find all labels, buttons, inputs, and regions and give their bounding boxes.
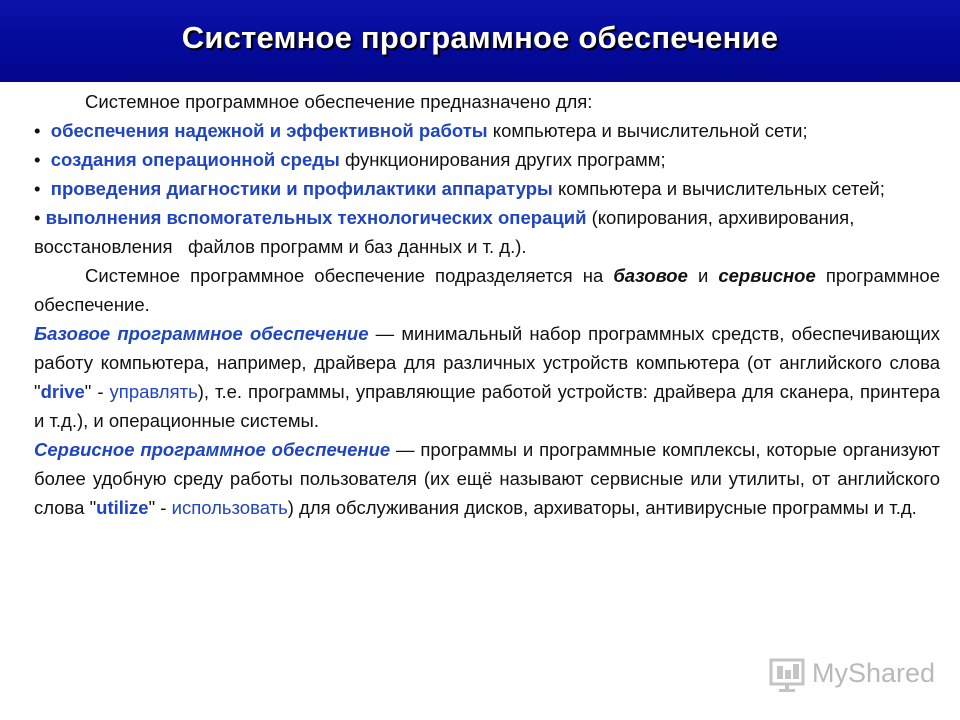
bullet-text: компьютера и вычислительной сети; [487,120,808,141]
bullet-marker: • [34,149,41,170]
english-word-drive: drive [40,381,85,402]
division-text-1: Системное программное обеспечение подразделяется на [85,265,614,286]
bullet-text: компьютера и вычислительных сетей; [552,178,885,199]
bullet-item-3 [34,174,940,203]
basic-software-text-1: — минимальный набор программных средств, обеспечивающих работу компьютера, например, драйвера для различных устройств компьютера (от английского слова " [34,323,940,402]
bullet-text: (копирования, архивирования, восстановления файлов программ и баз данных и т. д.). [34,207,875,257]
watermark-brand: MyShared [812,658,936,688]
translation-word: использовать [171,497,288,518]
service-term-inline: сервисное [718,265,816,286]
division-text-3: программное обеспечение. [34,265,940,315]
intro-text: Системное программное обеспечение предназначено для: [85,91,593,112]
presentation-logo-icon [768,655,808,693]
service-software-term: Сервисное программное обеспечение [34,439,391,460]
slide-body [34,87,940,522]
bullet-text: функционирования других программ; [339,149,666,170]
slide-title: Системное программное обеспечение [181,20,779,55]
bullet-marker: • [34,178,41,199]
quote-close: " - [84,381,110,402]
english-word-utilize: utilize [96,497,149,518]
bullet-item-1 [34,116,940,145]
quote-close: " - [148,497,172,518]
basic-term-inline: базовое [613,265,688,286]
intro-paragraph [34,87,940,116]
division-paragraph [34,261,940,319]
service-software-text-2: ) для обслуживания дисков, архиваторы, антивирусные программы и т.д. [287,497,917,518]
bullet-marker: • [34,207,41,228]
bullet-marker: • [34,120,41,141]
basic-software-text-2: ), т.е. программы, управляющие работой устройств: драйвера для сканера, принтера и т.д.), и операционные системы. [34,381,940,431]
service-software-paragraph [34,435,940,522]
bullet-item-2 [34,145,940,174]
bullet-highlight: проведения диагностики и профилактики аппаратуры [50,178,553,199]
title-bar [0,0,960,82]
service-software-text-1: — программы и программные комплексы, которые организуют более удобную среду работы пользователя (их ещё называют сервисные или утилиты, от английского слова " [34,439,941,518]
bullet-highlight: обеспечения надежной и эффективной работы [50,120,488,141]
basic-software-paragraph [34,319,940,435]
bullet-highlight: выполнения вспомогательных технологических операций [45,207,587,228]
translation-word: управлять [109,381,198,402]
bullet-highlight: создания операционной среды [50,149,340,170]
watermark [768,655,936,695]
bullet-item-4 [34,203,940,261]
basic-software-term: Базовое программное обеспечение [34,323,369,344]
division-text-2: и [687,265,719,286]
